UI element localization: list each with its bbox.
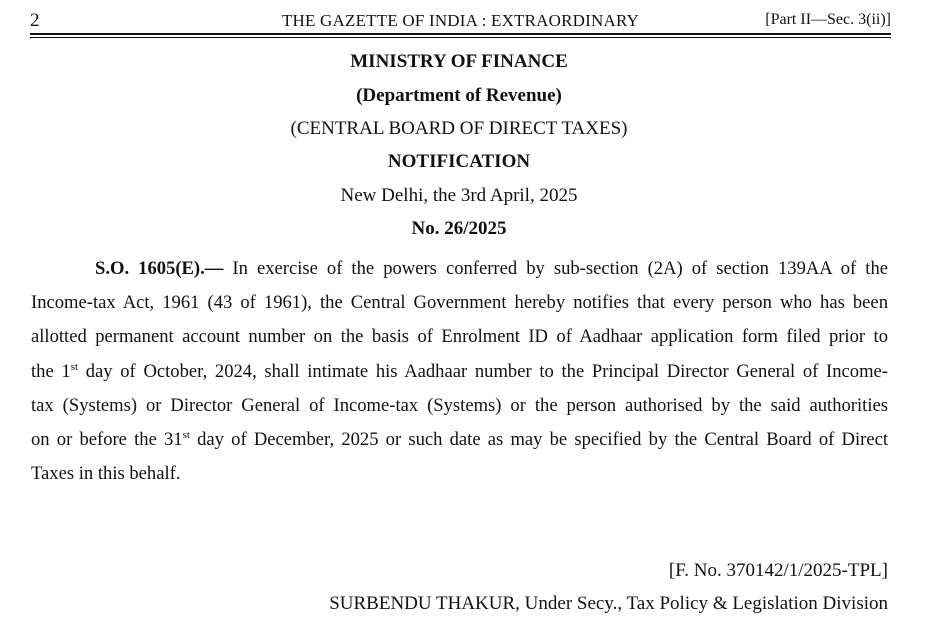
ordinal-suffix: st	[182, 429, 190, 442]
body-line-3: allotted permanent account number on the basis of Enrolment ID of Aadhaar application form filed prior to	[31, 326, 888, 348]
signatory: SURBENDU THAKUR, Under Secy., Tax Policy & Legislation Division	[329, 593, 888, 614]
body-line-1	[31, 252, 888, 286]
header-rule-thick	[30, 33, 891, 35]
body-line-6	[31, 423, 888, 457]
body-line-4-post: day of October, 2024, shall intimate his Aadhaar number to the Principal Director General of Income-	[78, 360, 888, 382]
header-rule-thin	[30, 37, 891, 38]
file-number: [F. No. 370142/1/2025-TPL]	[668, 560, 888, 581]
body-line-4	[31, 355, 888, 389]
body-line-6-pre: on or before the 31	[31, 429, 183, 451]
notification-number: No. 26/2025	[411, 218, 507, 239]
body-line-4-pre: the 1	[31, 360, 71, 382]
body-line-2: Income-tax Act, 1961 (43 of 1961), the Central Government hereby notifies that every person who has been	[31, 292, 888, 314]
ordinal-suffix: st	[70, 360, 79, 373]
body-line-5: tax (Systems) or Director General of Income-tax (Systems) or the person authorised by the said authorities	[31, 394, 888, 416]
notification-body	[31, 252, 888, 491]
ministry-heading: MINISTRY OF FINANCE	[350, 51, 568, 72]
department-heading: (Department of Revenue)	[356, 85, 562, 106]
so-number: S.O. 1605(E).—	[95, 258, 224, 279]
notification-heading: NOTIFICATION	[387, 151, 531, 172]
body-line-1-text: In exercise of the powers conferred by sub-section (2A) of section 139AA of the	[223, 258, 889, 279]
body-line-7: Taxes in this behalf.	[31, 463, 181, 485]
page-number: 2	[30, 10, 40, 31]
gazette-header	[30, 8, 891, 32]
board-heading: (CENTRAL BOARD OF DIRECT TAXES)	[290, 118, 628, 139]
gazette-title: THE GAZETTE OF INDIA : EXTRAORDINARY	[281, 11, 640, 30]
part-section: [Part II—Sec. 3(ii)]	[765, 11, 891, 28]
body-line-6-post: day of December, 2025 or such date as may be specified by the Central Board of Direct	[189, 429, 889, 451]
place-date: New Delhi, the 3rd April, 2025	[340, 185, 578, 206]
